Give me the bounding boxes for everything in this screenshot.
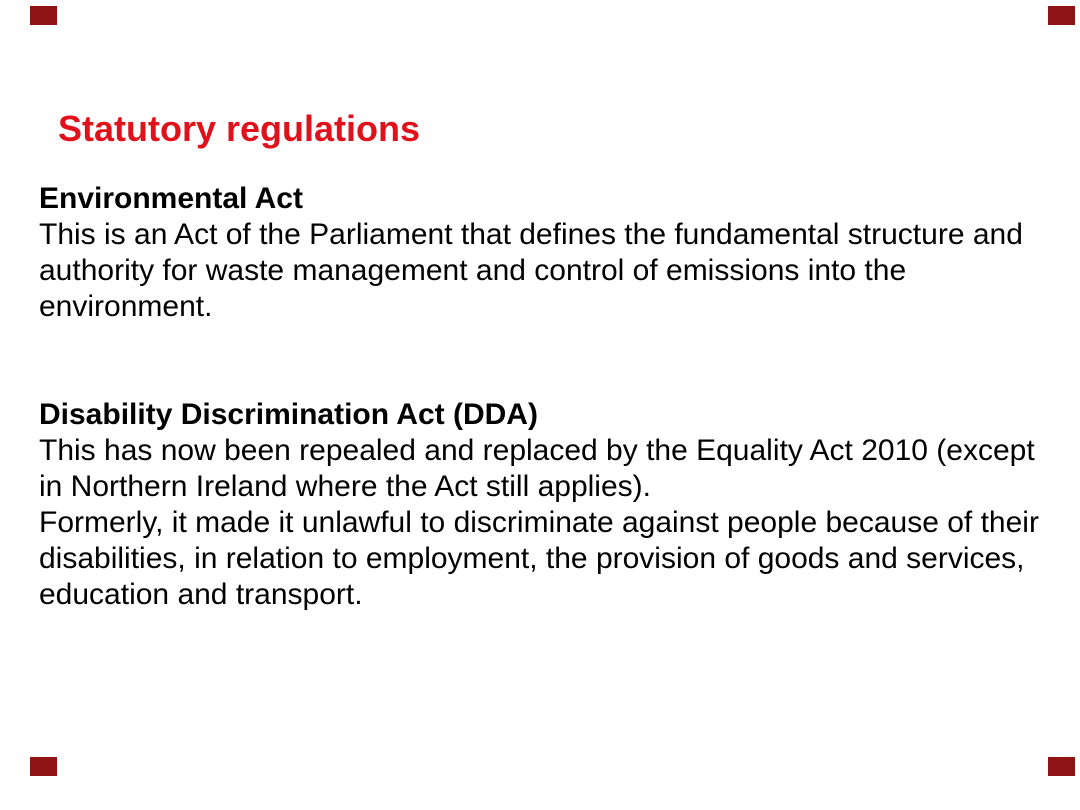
body-line: disabilities, in relation to employment, the provision of goods and services, — [39, 542, 1025, 575]
body-line: Formerly, it made it unlawful to discriminate against people because of their — [39, 506, 1039, 539]
section-heading: Environmental Act — [39, 182, 303, 215]
corner-mark-top-left — [30, 6, 57, 25]
corner-mark-bottom-left — [30, 757, 57, 776]
body-line: This has now been repealed and replaced by the Equality Act 2010 (except — [39, 434, 1035, 467]
section-environmental-act — [39, 181, 1059, 325]
corner-mark-bottom-right — [1048, 757, 1075, 776]
slide-title: Statutory regulations — [58, 108, 421, 149]
body-line: authority for waste management and control of emissions into the — [39, 254, 907, 287]
body-line: This is an Act of the Parliament that defines the fundamental structure and — [39, 218, 1023, 251]
body-line: in Northern Ireland where the Act still applies). — [39, 470, 651, 503]
corner-mark-top-right — [1048, 6, 1075, 25]
section-gap — [39, 325, 1059, 397]
section-heading: Disability Discrimination Act (DDA) — [39, 398, 538, 431]
body-line: environment. — [39, 290, 213, 323]
slide-body — [39, 181, 1059, 613]
section-disability-discrimination-act — [39, 397, 1059, 613]
body-line: education and transport. — [39, 578, 363, 611]
